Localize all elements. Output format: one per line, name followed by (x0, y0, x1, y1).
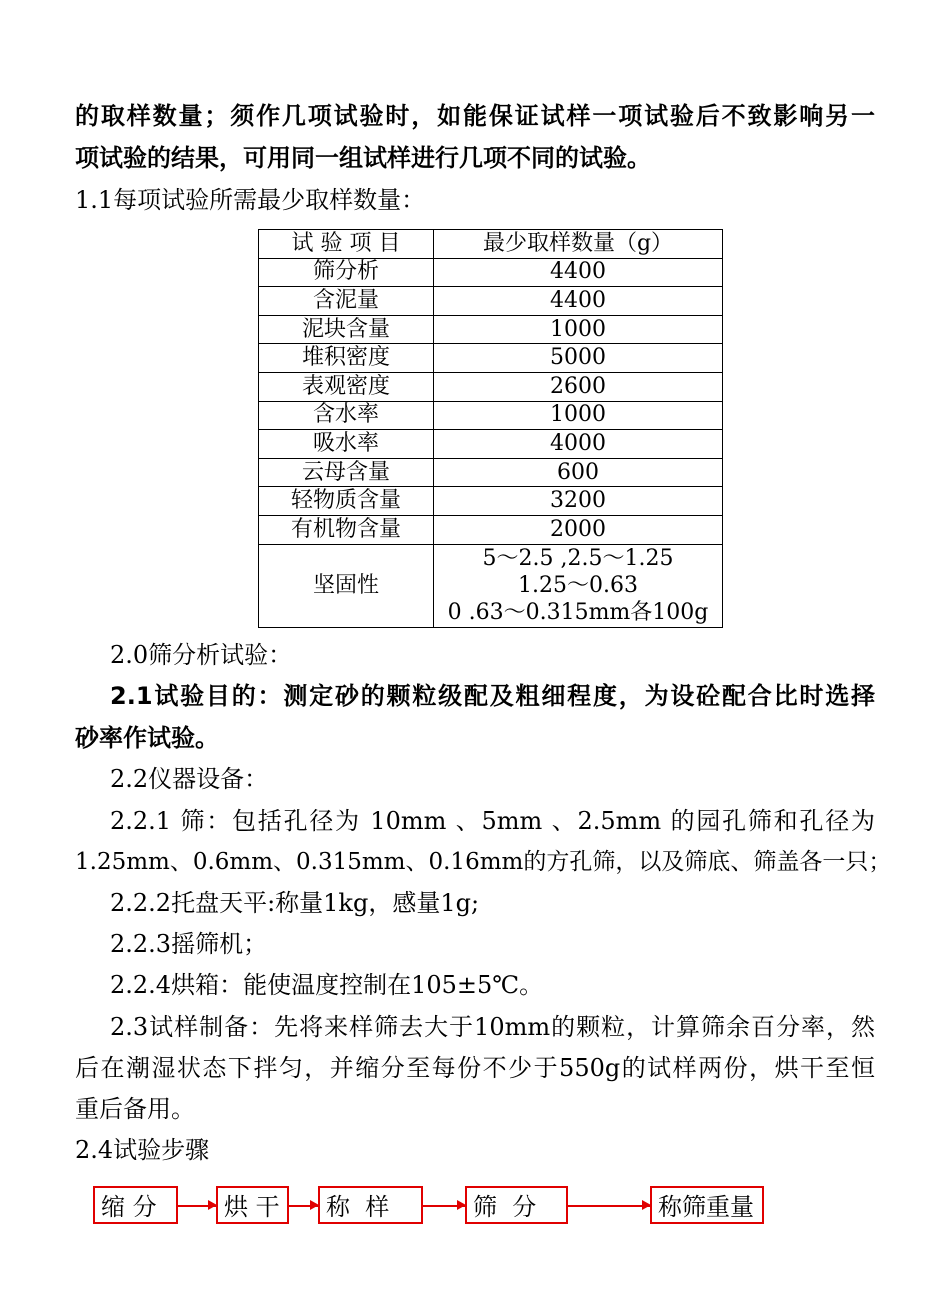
header-min-quantity: 最少取样数量（g） (434, 230, 723, 259)
flow-step-dry: 烘 干 (216, 1186, 289, 1224)
paragraph-2-2-1-line2: 1.25mm、0.6mm、0.315mm、0.16mm的方孔筛，以及筛底、筛盖各一只； (75, 849, 892, 875)
cell-item: 轻物质含量 (259, 487, 434, 516)
table-row-soundness (259, 544, 723, 627)
table-row (259, 430, 723, 459)
quantity-line: 5～2.5 ,2.5～1.25 (482, 546, 674, 572)
heading-2-2: 2.2仪器设备： (110, 765, 269, 793)
paragraph-2-1-line1: 2.1试验目的：测定砂的颗粒级配及粗细程度，为设砼配合比时选择 (110, 682, 875, 710)
cell-quantity: 4000 (434, 430, 723, 459)
paragraph-2-3-line3: 重后备用。 (75, 1095, 195, 1123)
cell-quantity: 1000 (434, 315, 723, 344)
table-row (259, 458, 723, 487)
flow-arrow (423, 1205, 465, 1207)
cell-item: 表观密度 (259, 372, 434, 401)
cell-quantity: 4400 (434, 258, 723, 287)
cell-quantity: 2000 (434, 515, 723, 544)
paragraph-2-3-line2: 后在潮湿状态下拌匀，并缩分至每份不少于550g的试样两份，烘干至恒 (75, 1054, 875, 1082)
table-row (259, 315, 723, 344)
paragraph-intro-line1: 的取样数量；须作几项试验时，如能保证试样一项试验后不致影响另一 (75, 102, 875, 130)
table-row (259, 515, 723, 544)
paragraph-2-3-line1: 2.3试样制备：先将来样筛去大于10mm的颗粒，计算筛余百分率，然 (110, 1013, 875, 1041)
quantity-line: 0 .63～0.315mm各100g (447, 600, 709, 626)
flow-arrow (178, 1205, 216, 1207)
sample-quantity-table (258, 229, 723, 628)
paragraph-2-2-3: 2.2.3摇筛机； (110, 930, 268, 958)
paragraph-2-1-line2: 砂率作试验。 (75, 724, 219, 752)
cell-quantity: 2600 (434, 372, 723, 401)
table-row (259, 287, 723, 316)
cell-quantity: 5000 (434, 344, 723, 373)
flow-arrow (289, 1205, 318, 1207)
cell-item: 含水率 (259, 401, 434, 430)
table-row (259, 487, 723, 516)
cell-quantity: 3200 (434, 487, 723, 516)
flow-step-weigh: 称 样 (318, 1186, 423, 1224)
flow-arrow (568, 1205, 650, 1207)
cell-item: 泥块含量 (259, 315, 434, 344)
flow-step-sieve: 筛 分 (465, 1186, 568, 1224)
flow-step-divide: 缩 分 (93, 1186, 178, 1224)
table-row (259, 344, 723, 373)
cell-item: 云母含量 (259, 458, 434, 487)
heading-1-1: 1.1每项试验所需最少取样数量： (75, 186, 426, 214)
cell-item: 坚固性 (259, 544, 434, 627)
cell-quantity: 600 (434, 458, 723, 487)
heading-2-0: 2.0筛分析试验： (110, 641, 293, 669)
table-header-row (259, 230, 723, 259)
paragraph-2-2-2: 2.2.2托盘天平:称量1kg，感量1g; (110, 889, 480, 917)
cell-item: 有机物含量 (259, 515, 434, 544)
cell-item: 含泥量 (259, 287, 434, 316)
paragraph-2-2-4: 2.2.4烘箱：能使温度控制在105±5℃。 (110, 971, 544, 999)
cell-quantity: 4400 (434, 287, 723, 316)
cell-quantity-multiline (434, 544, 723, 627)
cell-item: 筛分析 (259, 258, 434, 287)
table-row (259, 401, 723, 430)
flow-step-weigh-sieve: 称筛重量 (650, 1186, 764, 1224)
table-row (259, 372, 723, 401)
test-procedure-flowchart (93, 1186, 773, 1226)
cell-quantity: 1000 (434, 401, 723, 430)
header-test-item: 试 验 项 目 (259, 230, 434, 259)
paragraph-intro-line2: 项试验的结果，可用同一组试样进行几项不同的试验。 (75, 144, 651, 172)
heading-2-4: 2.4试验步骤 (75, 1136, 210, 1164)
paragraph-2-2-1-line1: 2.2.1 筛：包括孔径为 10mm 、5mm 、2.5mm 的园孔筛和孔径为 (110, 807, 875, 835)
quantity-line: 1.25～0.63 (518, 573, 638, 599)
cell-item: 堆积密度 (259, 344, 434, 373)
cell-item: 吸水率 (259, 430, 434, 459)
table-row (259, 258, 723, 287)
